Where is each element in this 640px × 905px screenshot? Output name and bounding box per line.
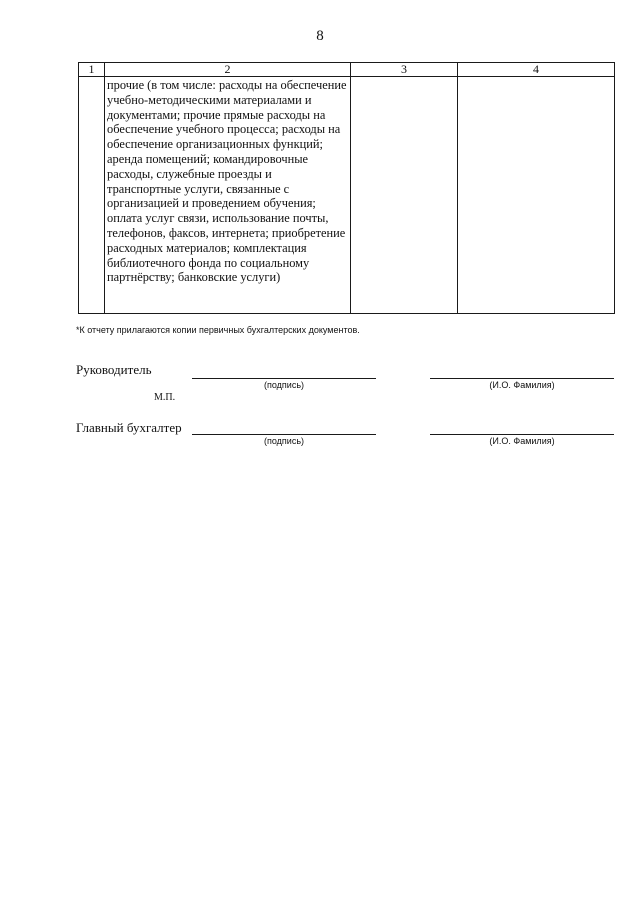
head-name-line[interactable]	[430, 378, 614, 379]
stamp-mark: М.П.	[154, 392, 176, 403]
accountant-signature-caption: (подпись)	[263, 436, 305, 446]
head-signature-line[interactable]	[192, 378, 376, 379]
column-header-3: 3	[351, 63, 458, 77]
table-cell-col1	[79, 77, 105, 314]
accountant-signature-line[interactable]	[192, 434, 376, 435]
table-header-row	[79, 63, 615, 77]
table-cell-col4	[458, 77, 615, 314]
accountant-name-caption: (И.О. Фамилия)	[489, 436, 555, 446]
column-header-1: 1	[79, 63, 105, 77]
table-cell-col2	[105, 77, 351, 314]
column-header-4: 4	[458, 63, 615, 77]
footnote: *К отчету прилагаются копии первичных бухгалтерских документов.	[76, 325, 360, 335]
accountant-label: Главный бухгалтер	[76, 420, 182, 435]
head-label: Руководитель	[76, 362, 152, 377]
page-number: 8	[316, 28, 324, 44]
head-name-caption: (И.О. Фамилия)	[489, 380, 555, 390]
table-cell-col3	[351, 77, 458, 314]
accountant-name-line[interactable]	[430, 434, 614, 435]
expense-table	[78, 62, 615, 314]
column-header-2: 2	[105, 63, 351, 77]
expense-description: прочие (в том числе: расходы на обеспечение учебно-методическими материалами и документами; прочие прямые расходы на обеспечение учебного процесса; расходы на обеспечение организационных функций; аренда помещений; командировочные расходы, служебные проезды и транспортные услуги, связанные с организацией и проведением обучения; оплата услуг связи, использование почты, телефонов, факсов, интернета; приобретение расходных материалов; комплектация библиотечного фонда по социальному партнёрству; банковские услуги)	[107, 78, 347, 285]
head-signature-caption: (подпись)	[263, 380, 305, 390]
table-row	[79, 77, 615, 314]
